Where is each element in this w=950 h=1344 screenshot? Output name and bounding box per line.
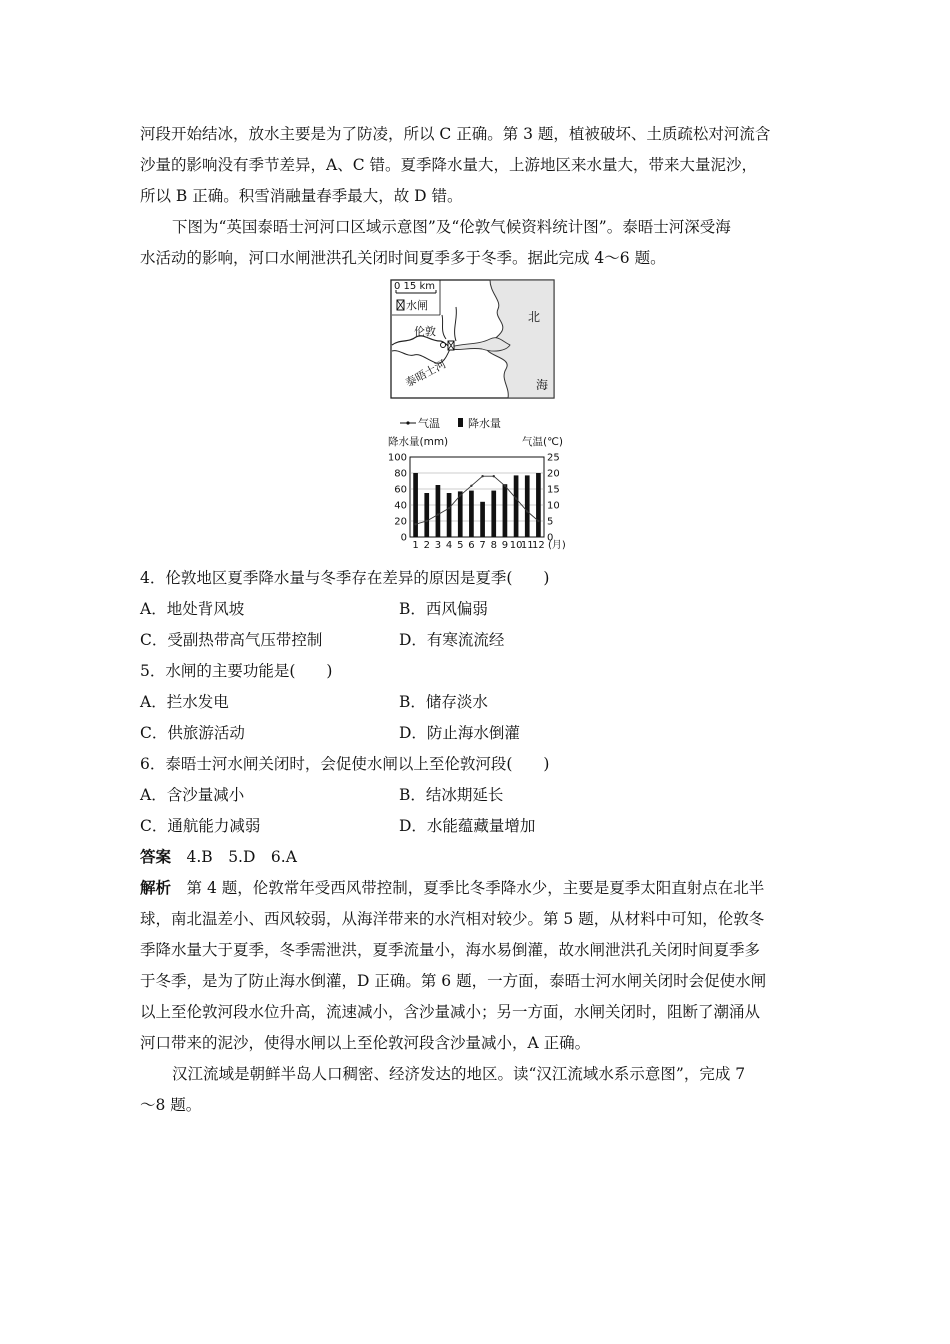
right-tick-label: 10 — [547, 500, 560, 512]
month-tick-label: 5 — [457, 540, 464, 551]
q5-option-a[interactable]: A．拦水发电 — [140, 693, 229, 711]
temperature-point — [414, 523, 416, 525]
q5-option-c[interactable]: C．供旅游活动 — [140, 724, 245, 742]
left-tick-label: 60 — [394, 484, 407, 496]
xlabel-unit: (月) — [548, 540, 566, 551]
precip-bar — [525, 475, 530, 537]
question-6: 6．泰晤士河水闸关闭时，会促使水闸以上至伦敦河段( ) — [140, 755, 550, 773]
analysis-line3: 季降水量大于夏季，冬季需泄洪，夏季流量小，海水易倒灌，故水闸泄洪孔关闭时间夏季多 — [140, 941, 761, 959]
precip-bar — [458, 491, 463, 537]
question-5: 5．水闸的主要功能是( ) — [140, 662, 333, 680]
london-climate-chart — [370, 413, 580, 553]
right-tick-label: 0 — [547, 532, 554, 544]
map-scale: 0 15 km — [394, 281, 435, 292]
left-tick-label: 80 — [394, 468, 407, 480]
temperature-point — [515, 497, 517, 499]
precip-bar — [469, 491, 474, 537]
month-tick-label: 8 — [490, 540, 497, 551]
sluice-legend-label: 水闸 — [406, 299, 428, 312]
next-line1: 汉江流域是朝鲜半岛人口稠密、经济发达的地区。读“汉江流域水系示意图”，完成 7 — [172, 1065, 746, 1083]
temperature-point — [504, 485, 506, 487]
month-tick-label: 6 — [468, 540, 475, 551]
q5-option-d[interactable]: D．防止海水倒灌 — [399, 724, 520, 742]
q6-option-c[interactable]: C．通航能力减弱 — [140, 817, 261, 835]
temperature-point — [481, 475, 483, 477]
north-label: 北 — [528, 310, 541, 324]
temperature-point — [470, 485, 472, 487]
legend-precip: 降水量 — [468, 417, 501, 430]
q6-option-a[interactable]: A．含沙量减小 — [140, 786, 245, 804]
temperature-point — [493, 475, 495, 477]
precip-bar — [514, 475, 519, 537]
temperature-line — [416, 476, 539, 524]
answer-line — [140, 847, 297, 867]
left-tick-label: 0 — [400, 532, 407, 544]
analysis-text1: 第 4 题，伦敦常年受西风带控制，夏季比冬季降水少，主要是夏季太阳直射点在北半 — [171, 879, 765, 897]
para1-line2: 沙量的影响没有季节差异，A、C 错。夏季降水量大，上游地区来水量大，带来大量泥沙， — [140, 156, 757, 174]
q4-option-b[interactable]: B．西风偏弱 — [399, 600, 488, 618]
month-tick-label: 4 — [445, 540, 453, 551]
left-tick-label: 40 — [394, 500, 407, 512]
thames-label: 泰晤士河 — [403, 357, 449, 390]
para1-line1: 河段开始结冰，放水主要是为了防凌，所以 C 正确。第 3 题，植被破坏、土质疏松对河流含 — [140, 125, 771, 143]
london-label: 伦敦 — [414, 325, 436, 338]
sea-label: 海 — [536, 378, 549, 392]
analysis-line1 — [140, 878, 764, 898]
temperature-point — [426, 520, 428, 522]
temperature-point — [437, 513, 439, 515]
analysis-line4: 于冬季，是为了防止海水倒灌，D 正确。第 6 题，一方面，泰晤士河水闸关闭时会促使水闸 — [140, 972, 767, 990]
temperature-point — [526, 510, 528, 512]
right-tick-label: 25 — [547, 452, 560, 464]
question-4: 4．伦敦地区夏季降水量与冬季存在差异的原因是夏季( ) — [140, 569, 550, 587]
right-tick-label: 15 — [547, 484, 560, 496]
plot-frame — [410, 457, 544, 537]
precip-bar — [491, 491, 496, 537]
right-tick-label: 5 — [547, 516, 554, 528]
month-tick-label: 11 — [520, 540, 534, 551]
analysis-label: 解析 — [140, 878, 172, 897]
ylabel-left: 降水量(mm) — [388, 436, 449, 448]
precip-bar — [436, 485, 441, 537]
month-tick-label: 3 — [434, 540, 442, 551]
next-line2: ～8 题。 — [140, 1096, 202, 1114]
analysis-line2: 球，南北温差小、西风较弱，从海洋带来的水汽相对较少。第 5 题，从材料中可知，伦敦冬 — [140, 910, 765, 928]
left-tick-label: 20 — [394, 516, 407, 528]
q4-option-d[interactable]: D．有寒流流经 — [399, 631, 505, 649]
thames-estuary-map — [390, 279, 555, 399]
month-tick-label: 2 — [423, 540, 430, 551]
para1-line3: 所以 B 正确。积雪消融量春季最大，故 D 错。 — [140, 187, 463, 205]
answer-text: 4.B 5.D 6.A — [171, 848, 297, 866]
month-tick-label: 7 — [479, 540, 486, 551]
temperature-point — [459, 494, 461, 496]
precip-bar — [536, 473, 541, 537]
precip-bar — [503, 484, 508, 537]
temperature-point — [448, 507, 450, 509]
para2-line1: 下图为“英国泰晤士河河口区域示意图”及“伦敦气候资料统计图”。泰晤士河深受海 — [172, 218, 731, 236]
precip-bar — [447, 493, 452, 537]
right-tick-label: 20 — [547, 468, 560, 480]
legend-temp: 气温 — [418, 417, 440, 430]
month-tick-label: 9 — [501, 540, 509, 551]
q5-option-b[interactable]: B．储存淡水 — [399, 693, 488, 711]
month-tick-label: 10 — [509, 540, 523, 551]
q4-option-a[interactable]: A．地处背风坡 — [140, 600, 245, 618]
analysis-line5: 以上至伦敦河段水位升高，流速减小，含沙量减小；另一方面，水闸关闭时，阻断了潮涌从 — [140, 1003, 761, 1021]
precip-bar — [424, 493, 429, 537]
london-dot — [441, 343, 446, 348]
q4-option-c[interactable]: C．受副热带高气压带控制 — [140, 631, 323, 649]
precip-bar — [480, 502, 485, 537]
q6-option-d[interactable]: D．水能蕴藏量增加 — [399, 817, 536, 835]
temperature-point — [537, 520, 539, 522]
analysis-line6: 河口带来的泥沙，使得水闸以上至伦敦河段含沙量减小，A 正确。 — [140, 1034, 591, 1052]
precip-bar — [413, 473, 418, 537]
month-tick-label: 1 — [412, 540, 419, 551]
q6-option-b[interactable]: B．结冰期延长 — [399, 786, 504, 804]
ylabel-right: 气温(℃) — [522, 436, 563, 448]
para2-line2: 水活动的影响，河口水闸泄洪孔关闭时间夏季多于冬季。据此完成 4～6 题。 — [140, 249, 666, 267]
left-tick-label: 100 — [387, 452, 407, 464]
month-tick-label: 12 — [532, 540, 545, 551]
answer-label: 答案 — [140, 847, 172, 866]
